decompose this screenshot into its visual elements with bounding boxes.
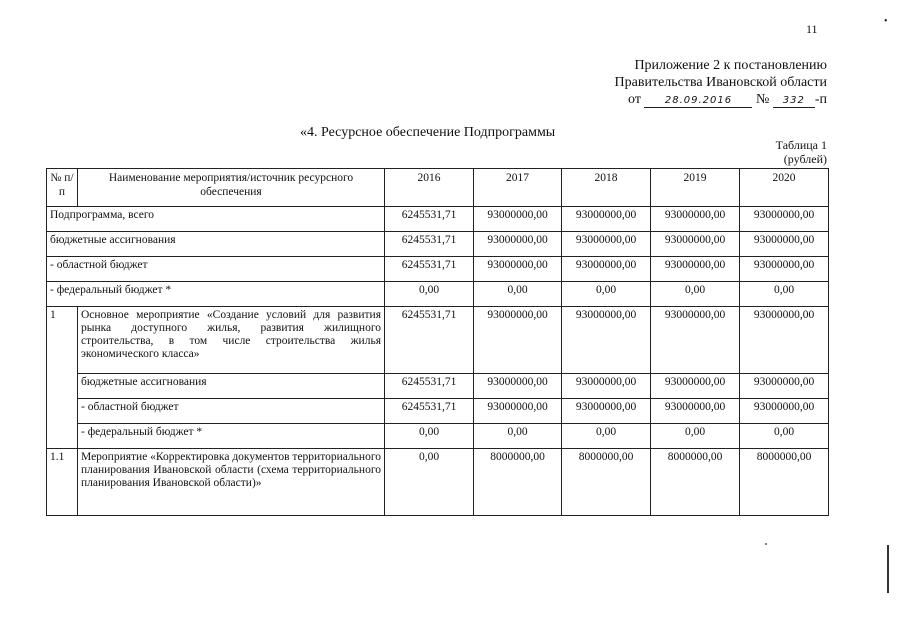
row-label: Подпрограмма, всего bbox=[47, 207, 385, 232]
cell-value: 93000000,00 bbox=[651, 399, 740, 424]
cell-value: 93000000,00 bbox=[740, 399, 829, 424]
row-label: бюджетные ассигнования bbox=[47, 232, 385, 257]
table-number: Таблица 1 bbox=[775, 138, 827, 152]
cell-value: 93000000,00 bbox=[562, 207, 651, 232]
cell-value: 6245531,71 bbox=[385, 207, 474, 232]
table-row bbox=[47, 282, 829, 307]
table-row bbox=[47, 424, 829, 449]
number-suffix: -п bbox=[814, 92, 827, 107]
cell-value: 0,00 bbox=[474, 424, 562, 449]
table-units: (рублей) bbox=[783, 152, 827, 166]
cell-value: 93000000,00 bbox=[474, 257, 562, 282]
cell-value: 8000000,00 bbox=[474, 449, 562, 516]
date-prefix: от bbox=[628, 92, 641, 107]
cell-value: 0,00 bbox=[385, 449, 474, 516]
row-label: - областной бюджет bbox=[47, 257, 385, 282]
row-label: бюджетные ассигнования bbox=[78, 374, 385, 399]
number-prefix: № bbox=[755, 92, 770, 107]
row-label: - областной бюджет bbox=[78, 399, 385, 424]
scan-edge-mark bbox=[887, 545, 889, 593]
header-name: Наименование мероприятия/источник ресурсного обеспечения bbox=[78, 169, 385, 207]
cell-value: 93000000,00 bbox=[562, 307, 651, 374]
table-row bbox=[47, 374, 829, 399]
cell-value: 93000000,00 bbox=[651, 374, 740, 399]
cell-value: 8000000,00 bbox=[651, 449, 740, 516]
appendix-header bbox=[615, 57, 827, 108]
header-year: 2017 bbox=[474, 169, 562, 207]
cell-value: 93000000,00 bbox=[740, 307, 829, 374]
row-number: 1 bbox=[47, 307, 78, 449]
table-row bbox=[47, 207, 829, 232]
row-number: 1.1 bbox=[47, 449, 78, 516]
cell-value: 0,00 bbox=[651, 282, 740, 307]
cell-value: 6245531,71 bbox=[385, 399, 474, 424]
activity-description: Мероприятие «Корректировка документов территориального планирования Ивановской области (схема территориального планирования Ивановской области)» bbox=[78, 449, 385, 516]
cell-value: 93000000,00 bbox=[740, 232, 829, 257]
cell-value: 0,00 bbox=[740, 282, 829, 307]
corner-mark: • bbox=[884, 16, 888, 27]
header-num: № п/п bbox=[47, 169, 78, 207]
table-header-row bbox=[47, 169, 829, 207]
table-caption bbox=[776, 138, 827, 166]
table-row bbox=[47, 257, 829, 282]
cell-value: 93000000,00 bbox=[474, 374, 562, 399]
cell-value: 0,00 bbox=[474, 282, 562, 307]
row-label: - федеральный бюджет * bbox=[78, 424, 385, 449]
cell-value: 8000000,00 bbox=[740, 449, 829, 516]
cell-value: 93000000,00 bbox=[740, 374, 829, 399]
header-year: 2016 bbox=[385, 169, 474, 207]
row-label: - федеральный бюджет * bbox=[47, 282, 385, 307]
table-row bbox=[47, 399, 829, 424]
cell-value: 93000000,00 bbox=[562, 257, 651, 282]
cell-value: 93000000,00 bbox=[562, 232, 651, 257]
cell-value: 93000000,00 bbox=[740, 207, 829, 232]
cell-value: 6245531,71 bbox=[385, 257, 474, 282]
cell-value: 8000000,00 bbox=[562, 449, 651, 516]
header-year: 2020 bbox=[740, 169, 829, 207]
cell-value: 93000000,00 bbox=[474, 307, 562, 374]
appendix-line-2: Правительства Ивановской области bbox=[614, 75, 827, 90]
cell-value: 0,00 bbox=[740, 424, 829, 449]
handwritten-number: 332 bbox=[773, 94, 815, 108]
cell-value: 0,00 bbox=[385, 424, 474, 449]
cell-value: 93000000,00 bbox=[474, 232, 562, 257]
table-row bbox=[47, 449, 829, 516]
header-year: 2018 bbox=[562, 169, 651, 207]
cell-value: 0,00 bbox=[562, 282, 651, 307]
cell-value: 93000000,00 bbox=[651, 232, 740, 257]
cell-value: 6245531,71 bbox=[385, 232, 474, 257]
handwritten-date: 28.09.2016 bbox=[644, 94, 752, 108]
cell-value: 93000000,00 bbox=[651, 207, 740, 232]
table-row bbox=[47, 232, 829, 257]
page-number: 11 bbox=[806, 22, 818, 36]
header-year: 2019 bbox=[651, 169, 740, 207]
cell-value: 6245531,71 bbox=[385, 374, 474, 399]
cell-value: 6245531,71 bbox=[385, 307, 474, 374]
cell-value: 93000000,00 bbox=[651, 307, 740, 374]
cell-value: 0,00 bbox=[562, 424, 651, 449]
cell-value: 93000000,00 bbox=[562, 374, 651, 399]
cell-value: 0,00 bbox=[651, 424, 740, 449]
scan-speck bbox=[765, 543, 767, 545]
resource-table bbox=[46, 168, 829, 516]
document-title: «4. Ресурсное обеспечение Подпрограммы bbox=[300, 125, 556, 140]
cell-value: 93000000,00 bbox=[651, 257, 740, 282]
table-row bbox=[47, 307, 829, 374]
cell-value: 93000000,00 bbox=[474, 399, 562, 424]
cell-value: 0,00 bbox=[385, 282, 474, 307]
appendix-date-line bbox=[615, 91, 827, 108]
cell-value: 93000000,00 bbox=[474, 207, 562, 232]
cell-value: 93000000,00 bbox=[562, 399, 651, 424]
appendix-line-1: Приложение 2 к постановлению bbox=[634, 58, 827, 73]
activity-description: Основное мероприятие «Создание условий для развития рынка доступного жилья, развития жилищного строительства, в том числе строительства жилья экономического класса» bbox=[78, 307, 385, 374]
cell-value: 93000000,00 bbox=[740, 257, 829, 282]
